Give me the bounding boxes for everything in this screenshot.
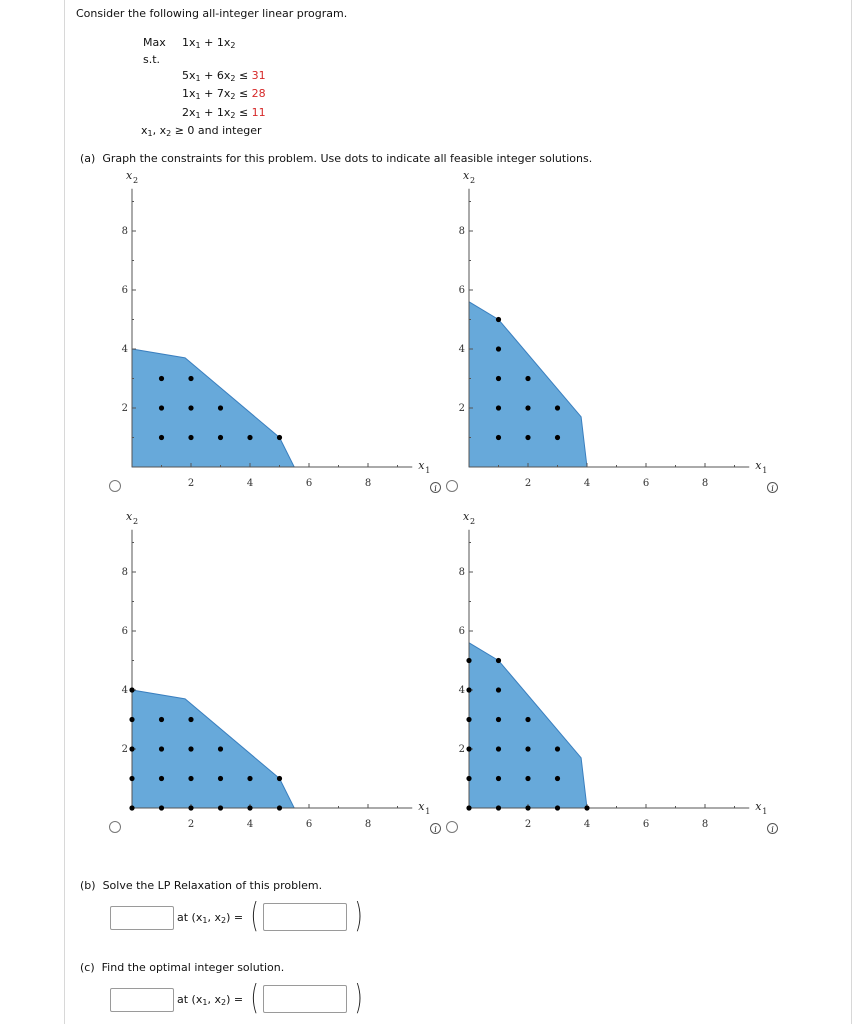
feasible-region xyxy=(469,302,587,467)
graph-option-3-radio[interactable] xyxy=(109,821,121,833)
open-paren: ( xyxy=(250,896,259,936)
y-axis-label-sub: 2 xyxy=(133,516,139,526)
integer-point xyxy=(277,435,282,440)
integer-point xyxy=(159,776,164,781)
integer-point xyxy=(188,717,193,722)
nonneg-constraint: $x_1$, $x_2 \ge 0$ and integer xyxy=(141,124,262,138)
x-tick-label: 4 xyxy=(583,478,591,489)
integer-point xyxy=(159,805,164,810)
x-axis-label: x xyxy=(755,459,762,472)
x-tick-label: 4 xyxy=(583,819,591,830)
x-tick-label: 2 xyxy=(524,819,532,830)
integer-point xyxy=(277,805,282,810)
integer-point xyxy=(159,405,164,410)
integer-point xyxy=(129,746,134,751)
x-tick-label: 8 xyxy=(701,819,709,830)
y-axis-label-sub: 2 xyxy=(133,175,139,185)
y-tick-label: 8 xyxy=(458,226,465,237)
integer-point xyxy=(496,776,501,781)
integer-point xyxy=(218,776,223,781)
y-tick-label: 6 xyxy=(458,626,465,637)
intro-text: Consider the following all-integer linear program. xyxy=(76,7,348,20)
constraint-2: $1x_1 + 7x_2 \le 28$ xyxy=(182,87,266,101)
part-c-prompt: (c) Find the optimal integer solution. xyxy=(80,961,285,974)
y-tick-label: 4 xyxy=(458,344,465,355)
integer-point xyxy=(466,717,471,722)
integer-point xyxy=(525,746,530,751)
graph-option-4 xyxy=(459,510,768,830)
x-tick-label: 8 xyxy=(701,478,709,489)
integer-point xyxy=(496,435,501,440)
integer-point xyxy=(466,687,471,692)
graph-option-2 xyxy=(459,169,768,489)
open-paren: ( xyxy=(250,978,259,1018)
integer-point xyxy=(525,776,530,781)
integer-point xyxy=(188,435,193,440)
integer-at-label: at ($x_1$, $x_2$) = xyxy=(177,993,244,1007)
x-axis-label-sub: 1 xyxy=(425,466,431,475)
graph-option-1-radio[interactable] xyxy=(109,480,121,492)
y-tick-label: 8 xyxy=(458,567,465,578)
x-axis-label: x xyxy=(418,459,425,472)
integer-point xyxy=(188,776,193,781)
integer-point xyxy=(466,746,471,751)
integer-point xyxy=(555,805,560,810)
integer-point xyxy=(555,405,560,410)
y-tick-label: 2 xyxy=(458,403,465,414)
integer-point xyxy=(496,405,501,410)
integer-point xyxy=(496,687,501,692)
y-axis-label: x xyxy=(463,168,470,182)
x-axis-label-sub: 1 xyxy=(762,807,768,816)
x-axis-label-sub: 1 xyxy=(762,466,768,475)
lp-relaxation-at-label: at ($x_1$, $x_2$) = xyxy=(177,911,244,925)
objective: $1x_1 + 1x_2$ xyxy=(182,36,236,50)
integer-point xyxy=(188,746,193,751)
integer-point xyxy=(555,776,560,781)
integer-point xyxy=(496,376,501,381)
integer-point xyxy=(218,435,223,440)
x-tick-label: 4 xyxy=(246,478,254,489)
feasible-region xyxy=(469,643,587,808)
part-a-prompt: (a) Graph the constraints for this problem. Use dots to indicate all feasible integer solutions. xyxy=(80,152,593,165)
integer-point xyxy=(525,435,530,440)
integer-point xyxy=(129,776,134,781)
integer-point xyxy=(555,435,560,440)
integer-point xyxy=(496,746,501,751)
x-tick-label: 8 xyxy=(364,819,372,830)
st-label: s.t. xyxy=(143,53,161,66)
integer-point xyxy=(218,405,223,410)
x-tick-label: 2 xyxy=(187,478,195,489)
y-tick-label: 4 xyxy=(121,685,128,696)
integer-point xyxy=(159,376,164,381)
graph-option-3 xyxy=(122,510,431,830)
y-tick-label: 2 xyxy=(121,744,128,755)
integer-point xyxy=(496,317,501,322)
y-tick-label: 2 xyxy=(458,744,465,755)
x-tick-label: 6 xyxy=(305,478,313,489)
integer-point xyxy=(188,805,193,810)
y-tick-label: 2 xyxy=(121,403,128,414)
feasible-region xyxy=(132,349,294,467)
graph-option-4-radio[interactable] xyxy=(446,821,458,833)
integer-point xyxy=(496,717,501,722)
integer-point xyxy=(129,805,134,810)
integer-point xyxy=(525,376,530,381)
close-paren: ) xyxy=(354,896,363,936)
x-axis-label: x xyxy=(755,800,762,813)
lp-relaxation-value-input[interactable] xyxy=(110,906,174,930)
y-axis-label: x xyxy=(126,168,133,182)
graph-option-4-info-icon[interactable]: i xyxy=(767,823,778,834)
y-tick-label: 4 xyxy=(121,344,128,355)
integer-point xyxy=(466,776,471,781)
y-tick-label: 8 xyxy=(121,226,128,237)
integer-point xyxy=(159,435,164,440)
integer-point xyxy=(496,346,501,351)
integer-point xyxy=(555,746,560,751)
part-b-prompt: (b) Solve the LP Relaxation of this problem. xyxy=(80,879,323,892)
integer-point xyxy=(525,717,530,722)
integer-point xyxy=(584,805,589,810)
y-axis-label-sub: 2 xyxy=(470,175,476,185)
integer-point xyxy=(496,805,501,810)
integer-point xyxy=(466,658,471,663)
integer-point xyxy=(247,776,252,781)
integer-point xyxy=(277,776,282,781)
integer-point xyxy=(129,717,134,722)
graph-option-2-info-icon[interactable]: i xyxy=(767,482,778,493)
integer-point xyxy=(247,805,252,810)
integer-point xyxy=(129,687,134,692)
close-paren: ) xyxy=(354,978,363,1018)
y-tick-label: 6 xyxy=(458,285,465,296)
integer-point xyxy=(159,746,164,751)
integer-point xyxy=(525,805,530,810)
integer-point xyxy=(218,805,223,810)
y-axis-label: x xyxy=(126,509,133,523)
integer-point xyxy=(159,717,164,722)
x-tick-label: 6 xyxy=(305,819,313,830)
constraint-1: $5x_1 + 6x_2 \le 31$ xyxy=(182,69,266,83)
y-tick-label: 6 xyxy=(121,626,128,637)
y-axis-label: x xyxy=(463,509,470,523)
max-label: Max xyxy=(143,36,166,49)
integer-point xyxy=(525,405,530,410)
integer-point xyxy=(247,435,252,440)
integer-point xyxy=(188,376,193,381)
graph-option-1 xyxy=(122,169,431,489)
x-tick-label: 8 xyxy=(364,478,372,489)
integer-point-input[interactable] xyxy=(263,985,347,1013)
x-tick-label: 2 xyxy=(524,478,532,489)
x-axis-label: x xyxy=(418,800,425,813)
integer-point xyxy=(496,658,501,663)
graph-option-2-radio[interactable] xyxy=(446,480,458,492)
integer-point xyxy=(218,746,223,751)
x-axis-label-sub: 1 xyxy=(425,807,431,816)
graph-option-3-info-icon[interactable]: i xyxy=(430,823,441,834)
x-tick-label: 6 xyxy=(642,478,650,489)
graph-option-1-info-icon[interactable]: i xyxy=(430,482,441,493)
x-tick-label: 6 xyxy=(642,819,650,830)
y-tick-label: 6 xyxy=(121,285,128,296)
feasible-region xyxy=(132,690,294,808)
integer-value-input[interactable] xyxy=(110,988,174,1012)
x-tick-label: 2 xyxy=(187,819,195,830)
integer-point xyxy=(188,405,193,410)
y-tick-label: 8 xyxy=(121,567,128,578)
constraint-3: $2x_1 + 1x_2 \le 11$ xyxy=(182,106,266,120)
y-tick-label: 4 xyxy=(458,685,465,696)
integer-point xyxy=(466,805,471,810)
x-tick-label: 4 xyxy=(246,819,254,830)
y-axis-label-sub: 2 xyxy=(470,516,476,526)
lp-relaxation-point-input[interactable] xyxy=(263,903,347,931)
